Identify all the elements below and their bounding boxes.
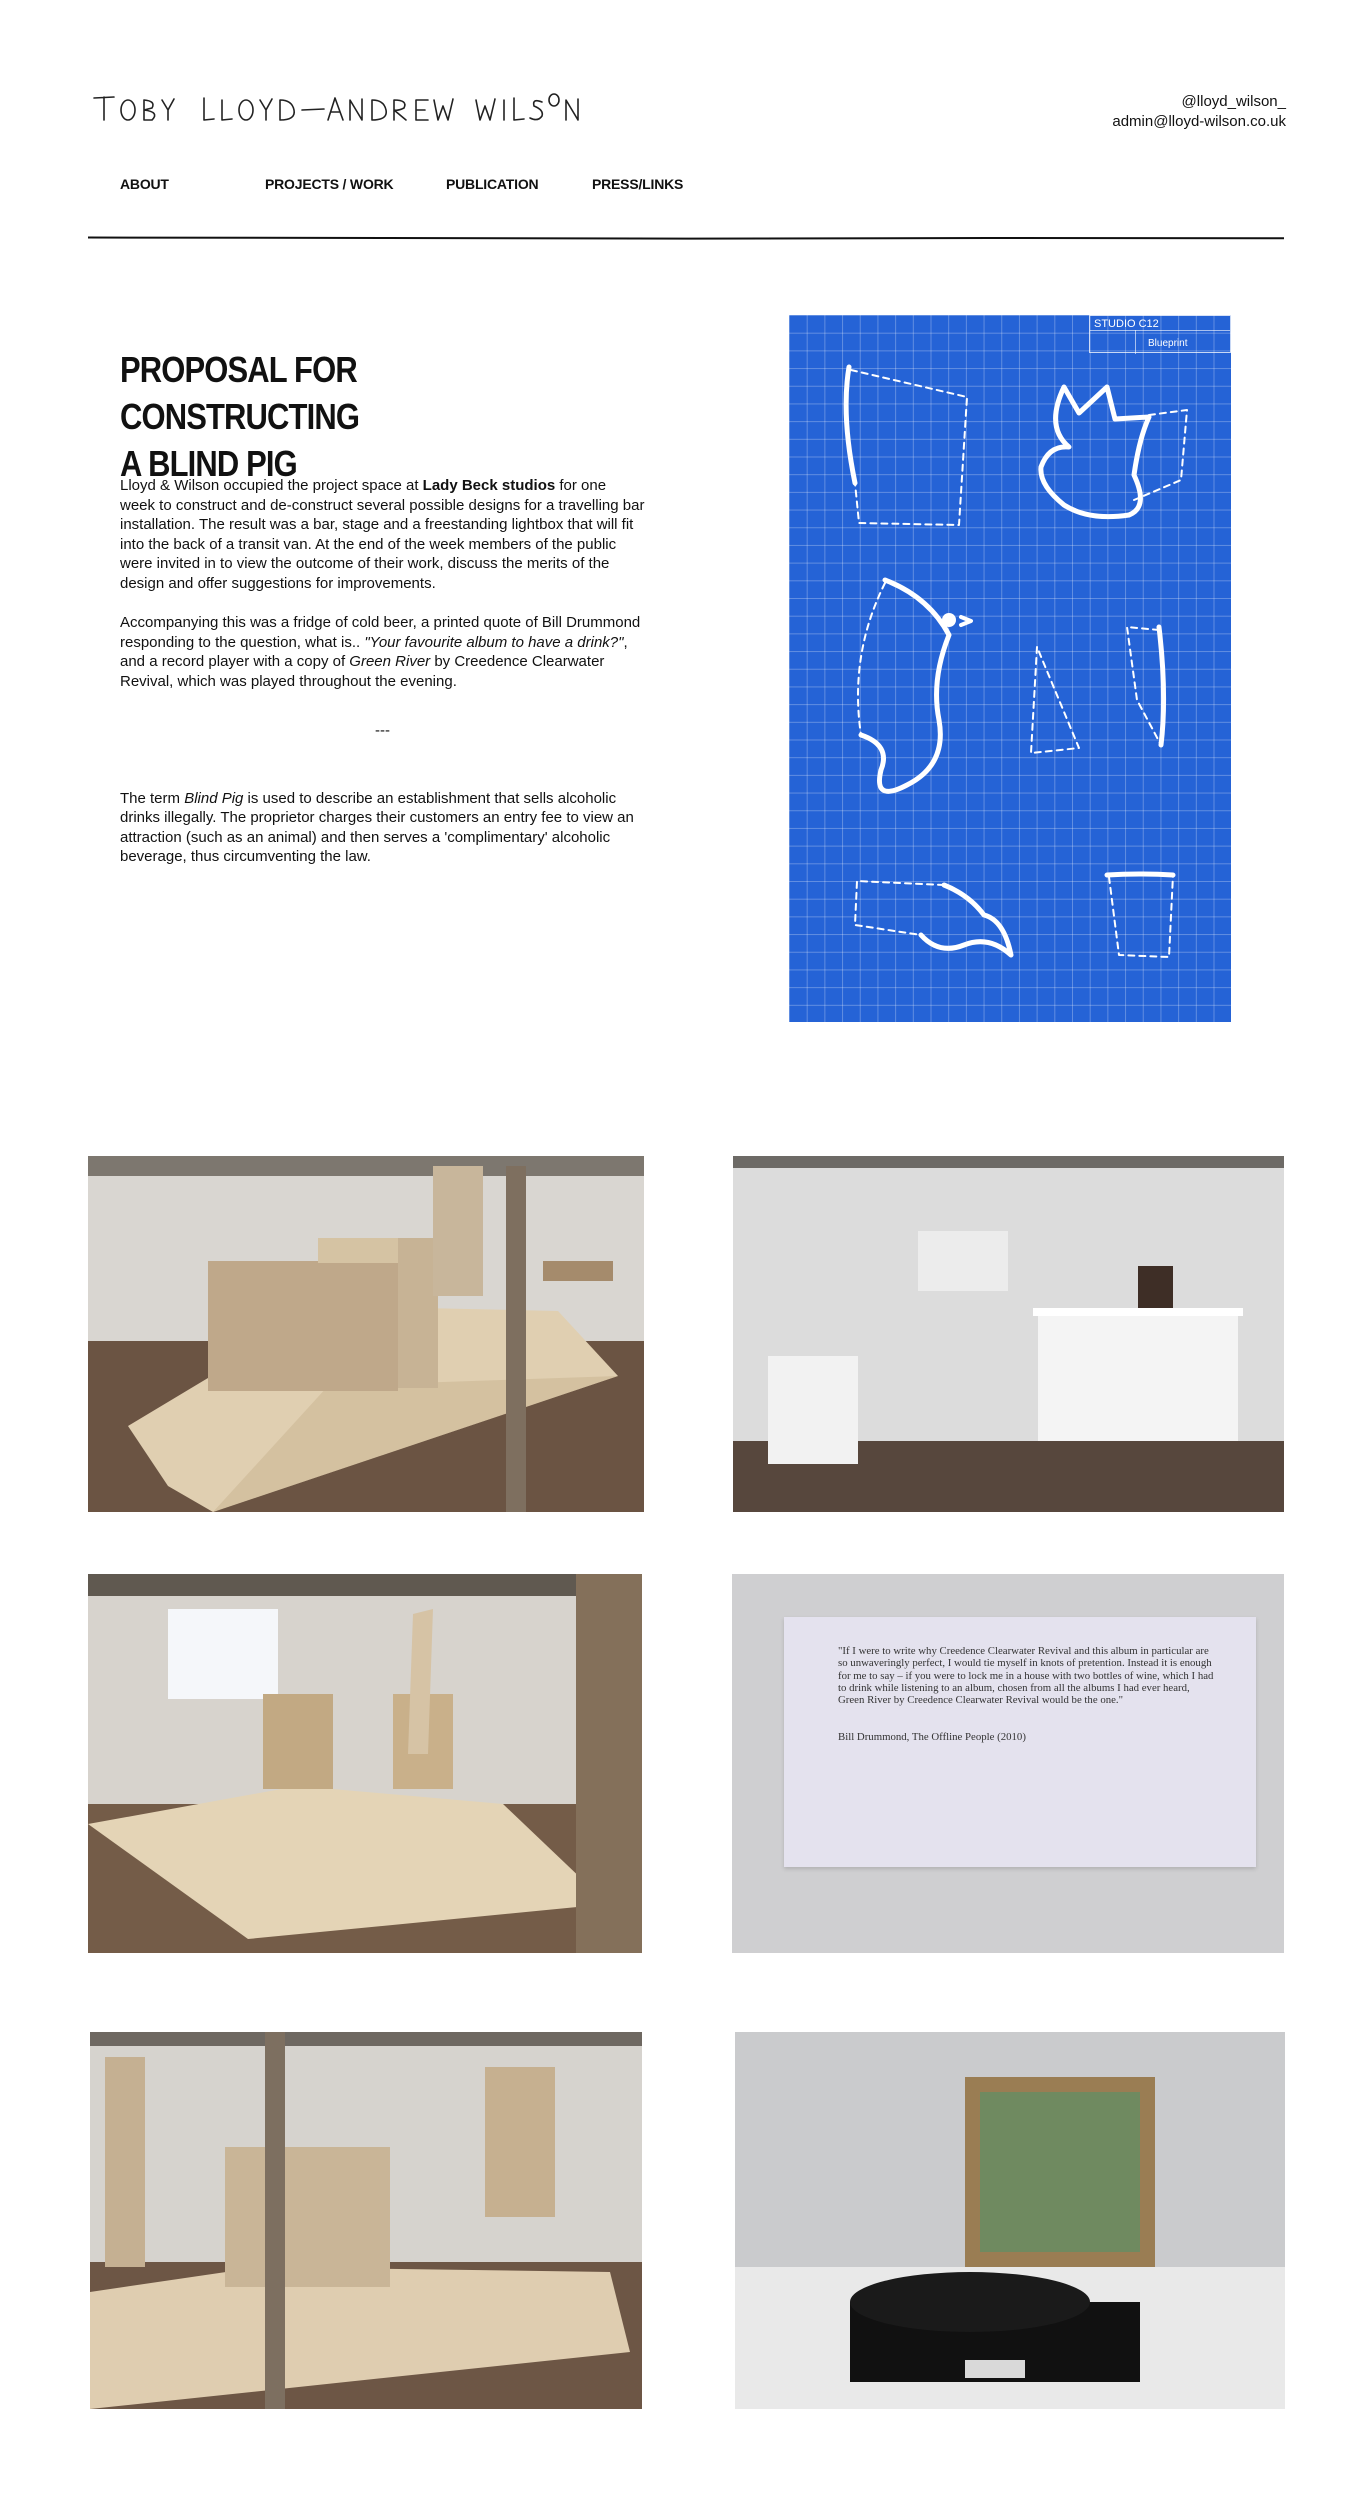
nav-item-press-links[interactable]: PRESS/LINKS xyxy=(592,176,684,192)
blueprint-drawing xyxy=(789,315,1231,1022)
photo-printed-quote[interactable] xyxy=(732,1574,1284,1953)
nav-item-publication[interactable]: PUBLICATION xyxy=(446,176,539,192)
title-line-1: PROPOSAL FOR CONSTRUCTING xyxy=(120,349,360,437)
quote-author: Bill Drummond, The Offline People (2010) xyxy=(838,1731,1026,1743)
photo-lightbox-structures[interactable] xyxy=(88,1574,642,1953)
photo-bar-side[interactable] xyxy=(90,2032,642,2409)
logo-text: TOBY LLOYD — ANDREW WILSON xyxy=(92,132,109,133)
photo-white-bar[interactable] xyxy=(733,1156,1284,1512)
quote-sheet xyxy=(784,1617,1256,1867)
blueprint-studio: STUDIO C12 xyxy=(1094,318,1159,330)
email-link[interactable]: admin@lloyd-wilson.co.uk xyxy=(1112,113,1286,130)
instagram-link[interactable]: @lloyd_wilson_ xyxy=(1181,93,1286,110)
photo-record-player[interactable] xyxy=(735,2032,1285,2409)
article-body xyxy=(120,476,645,887)
paragraph-1: Lloyd & Wilson occupied the project space at Lady Beck studios for one week to construct and de-construct several possible designs for a travelling bar installation. The result was a bar, stage and a freestanding lightbox that will fit into the back of a transit van. At the end of the week members of the public were invited in to view the outcome of their work, discuss the merits of the design and offer suggestions for improvements. xyxy=(120,477,645,592)
separator: --- xyxy=(375,722,390,739)
blueprint-image xyxy=(789,315,1231,1022)
nav-item-about[interactable]: ABOUT xyxy=(120,176,169,192)
studio-name: Lady Beck studios xyxy=(422,477,556,494)
blueprint-label: Blueprint xyxy=(1148,338,1188,349)
contact-block xyxy=(1112,92,1286,132)
page-title xyxy=(120,346,602,487)
paragraph-3: The term Blind Pig is used to describe an establishment that sells alcoholic drinks illegally. The proprietor charges their customers an entry fee to view an attraction (such as an animal) and then serves a 'complimentary' alcoholic beverage, thus circumventing the law. xyxy=(120,789,634,865)
paragraph-2: Accompanying this was a fridge of cold beer, a printed quote of Bill Drummond responding to the question, what is.. "Your favourite album to have a drink?", and a record player with a copy of Green River by Creedence Clearwater Revival, which was played throughout the evening. xyxy=(120,614,641,690)
main-nav xyxy=(120,176,712,192)
quote-text: "If I were to write why Creedence Clearwater Revival and this album in particular are so unwaveringly perfect, I would tie myself in knots of pretention. Instead it is enough for me to say – if you were to lock me in a house with two bottles of wine, which I had to drink while listening to an album, chosen from all the albums I had ever heard, Green River by Creedence Clearwater Revival would be the one." xyxy=(838,1645,1214,1707)
header-divider xyxy=(88,236,1284,240)
photo-bar-platform[interactable] xyxy=(88,1156,644,1512)
nav-item-projects[interactable]: PROJECTS / WORK xyxy=(265,176,394,192)
logo[interactable] xyxy=(92,92,652,136)
title-line-2: A BLIND PIG xyxy=(120,443,297,484)
